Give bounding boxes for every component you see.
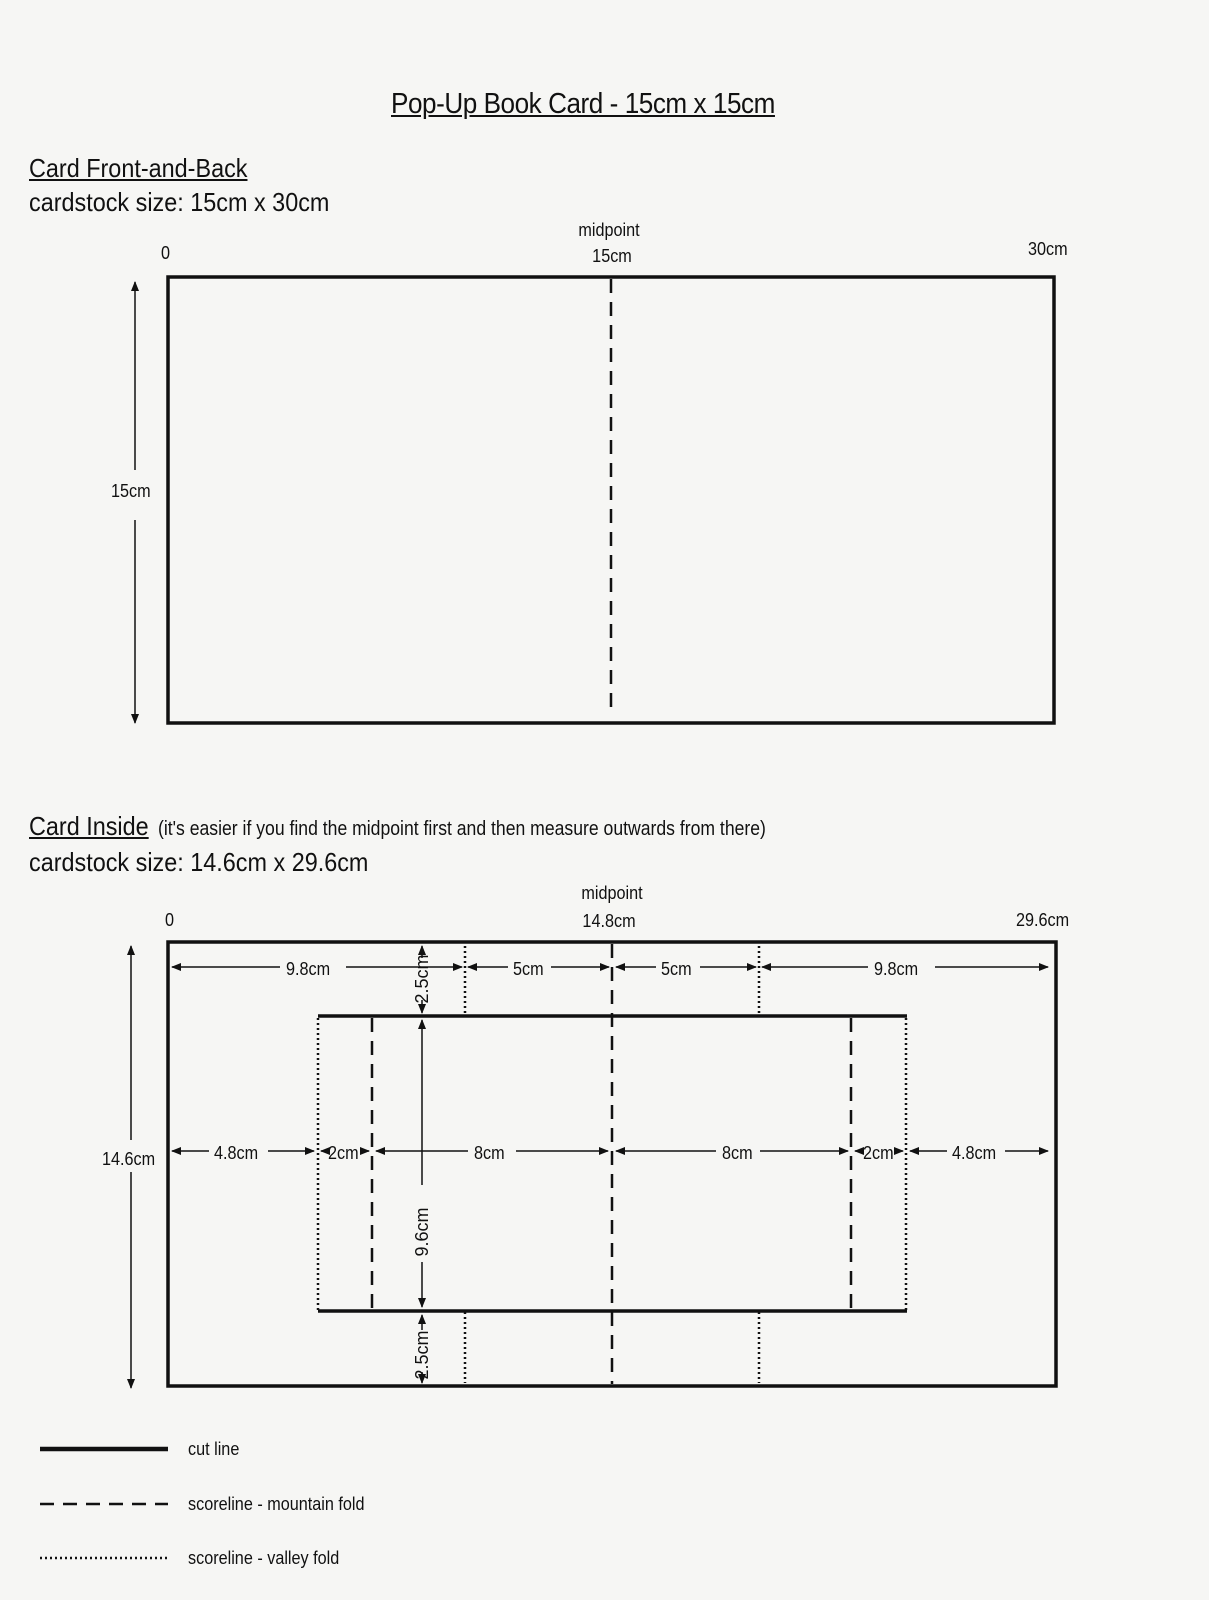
dim-label-vertical: 2.5cm bbox=[412, 954, 432, 1004]
inside-note: (it's easier if you find the midpoint first and then measure outwards from there) bbox=[158, 818, 766, 840]
inside-heading: Card Inside bbox=[29, 811, 149, 841]
dim-label: 4.8cm bbox=[952, 1143, 997, 1163]
inside-end-label: 29.6cm bbox=[1016, 910, 1070, 930]
front-midpoint-label: midpoint bbox=[578, 220, 640, 240]
inside-zero-label: 0 bbox=[165, 910, 175, 930]
front-zero-label: 0 bbox=[161, 243, 171, 263]
front-end-label: 30cm bbox=[1028, 239, 1068, 259]
front-midpoint-value: 15cm bbox=[592, 246, 632, 266]
legend bbox=[40, 1449, 170, 1558]
dim-label: 5cm bbox=[513, 959, 544, 979]
front-height-label: 15cm bbox=[111, 481, 151, 501]
inside-midpoint-value: 14.8cm bbox=[582, 911, 636, 931]
dim-label-vertical: 9.6cm bbox=[412, 1207, 432, 1257]
dim-label: 8cm bbox=[722, 1143, 753, 1163]
dim-label: 8cm bbox=[474, 1143, 505, 1163]
inside-height-label: 14.6cm bbox=[102, 1149, 156, 1169]
inside-size: cardstock size: 14.6cm x 29.6cm bbox=[29, 847, 369, 877]
dim-label: 4.8cm bbox=[214, 1143, 259, 1163]
legend-mountain-label: scoreline - mountain fold bbox=[188, 1494, 365, 1514]
dim-label: 9.8cm bbox=[286, 959, 331, 979]
inside-card bbox=[131, 942, 1056, 1388]
legend-cut-label: cut line bbox=[188, 1439, 240, 1459]
dim-label-vertical: 2.5cm bbox=[412, 1330, 432, 1380]
dim-label: 2cm bbox=[863, 1143, 894, 1163]
dim-label: 2cm bbox=[328, 1143, 359, 1163]
page-title: Pop-Up Book Card - 15cm x 15cm bbox=[391, 88, 775, 120]
legend-valley-label: scoreline - valley fold bbox=[188, 1548, 340, 1568]
front-size: cardstock size: 15cm x 30cm bbox=[29, 187, 330, 217]
inside-midpoint-label: midpoint bbox=[581, 883, 643, 903]
dim-label: 5cm bbox=[661, 959, 692, 979]
dim-label: 9.8cm bbox=[874, 959, 919, 979]
front-card bbox=[135, 277, 1054, 723]
front-heading: Card Front-and-Back bbox=[29, 153, 248, 183]
